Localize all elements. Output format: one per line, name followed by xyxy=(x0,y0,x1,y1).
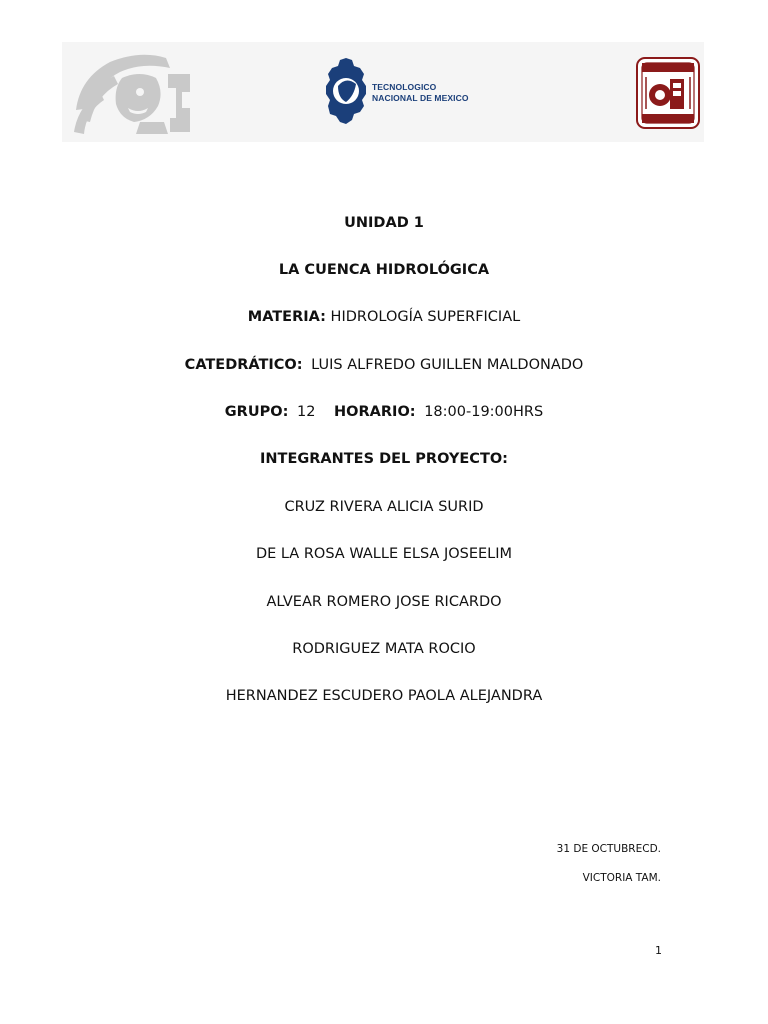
catedratico-label: CATEDRÁTICO: xyxy=(184,357,303,373)
tecnm-logo xyxy=(324,56,472,128)
aztec-head-logo xyxy=(70,48,194,136)
tecnm-gear-logo xyxy=(324,56,368,128)
member-name: HERNANDEZ ESCUDERO PAOLA ALEJANDRA xyxy=(225,688,543,704)
member-name: RODRIGUEZ MATA ROCIO xyxy=(292,641,476,657)
integrantes-heading: INTEGRANTES DEL PROYECTO: xyxy=(260,451,508,467)
page-number: 1 xyxy=(655,944,662,957)
date-line: 31 DE OCTUBRECD. xyxy=(556,843,661,855)
materia-value: HIDROLOGÍA SUPERFICIAL xyxy=(330,309,521,325)
tecnm-logo-text xyxy=(372,82,469,104)
horario-value: 18:00-19:00HRS xyxy=(424,404,544,420)
place-line: VICTORIA TAM. xyxy=(582,872,661,884)
topic-title: LA CUENCA HIDROLÓGICA xyxy=(278,262,490,278)
tecnm-logo-line2: NACIONAL DE MEXICO xyxy=(372,93,469,103)
catedratico-line xyxy=(0,356,768,374)
materia-line xyxy=(0,308,768,326)
member-name: DE LA ROSA WALLE ELSA JOSEELIM xyxy=(255,546,513,562)
tecnm-logo-line1: TECNOLOGICO xyxy=(372,82,437,92)
horario-label: HORARIO: xyxy=(334,404,416,420)
materia-label: MATERIA: xyxy=(247,309,326,325)
member-name: ALVEAR ROMERO JOSE RICARDO xyxy=(266,594,502,610)
grupo-label: GRUPO: xyxy=(224,404,289,420)
header-logo-band xyxy=(62,42,704,142)
itcv-shield-logo xyxy=(636,57,700,129)
member-name: CRUZ RIVERA ALICIA SURID xyxy=(284,499,484,515)
catedratico-value: LUIS ALFREDO GUILLEN MALDONADO xyxy=(311,357,584,373)
grupo-horario-line xyxy=(0,403,768,421)
unit-title: UNIDAD 1 xyxy=(344,215,424,231)
grupo-value: 12 xyxy=(296,404,316,420)
